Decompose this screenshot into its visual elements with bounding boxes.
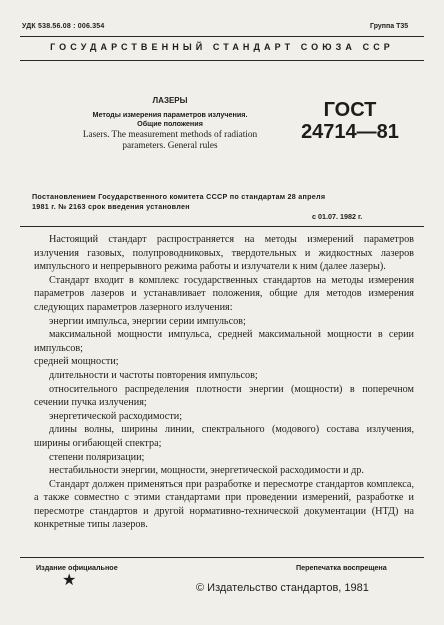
top-divider bbox=[20, 36, 424, 37]
group-code: Группа Т35 bbox=[370, 23, 409, 30]
subtitle-ru-line-1: Методы измерения параметров излучения. bbox=[92, 110, 248, 119]
copyright-notice: © Издательство стандартов, 1981 bbox=[196, 582, 369, 594]
list-item: относительного распределения плотности энергии (мощности) в поперечном сечении пучка излучения; bbox=[34, 383, 414, 409]
subtitle-ru-line-2: Общие положения bbox=[137, 119, 203, 128]
standard-banner: ГОСУДАРСТВЕННЫЙ СТАНДАРТ СОЮЗА ССР bbox=[50, 42, 394, 52]
list-item: нестабильности энергии, мощности, энергетической расходимости и др. bbox=[49, 465, 364, 477]
effective-date: с 01.07. 1982 г. bbox=[312, 212, 363, 221]
subtitle-en-line-2: parameters. General rules bbox=[122, 141, 218, 151]
list-item: степени поляризации; bbox=[49, 451, 145, 463]
paragraph-scope: Настоящий стандарт распространяется на методы измерений параметров излучения газовых, полупроводниковых, твердотельных и жидкостных лазеров импульсного и непрерывного режима работы и излучатели к ним (далее лазеры). bbox=[34, 234, 414, 273]
banner-divider bbox=[20, 60, 424, 61]
footer-divider bbox=[20, 557, 424, 558]
star-icon: ★ bbox=[62, 572, 77, 589]
reprint-prohibited-label: Перепечатка воспрещена bbox=[296, 563, 387, 572]
list-item: энергии импульса, энергии серии импульсов; bbox=[49, 315, 246, 327]
document-title: ЛАЗЕРЫ bbox=[152, 96, 188, 105]
paragraph-complex: Стандарт входит в комплекс государственных стандартов на методы измерения параметров лазеров и устанавливает положения, общие для методов измерения следующих параметров лазерного излучения: bbox=[34, 274, 414, 313]
list-item: энергетической расходимости; bbox=[49, 410, 183, 422]
resolution-line-1: Постановлением Государственного комитета СССР по стандартам 28 апреля bbox=[32, 192, 326, 201]
resolution-divider bbox=[20, 226, 424, 227]
resolution-line-2: 1981 г. № 2163 срок введения установлен bbox=[32, 202, 190, 211]
gost-designation bbox=[300, 99, 400, 143]
list-item: длительности и частоты повторения импульсов; bbox=[49, 369, 258, 381]
list-item: средней мощности; bbox=[34, 356, 119, 368]
body-text bbox=[34, 233, 414, 532]
paragraph-application: Стандарт должен применяться при разработке и пересмотре стандартов комплекса, а также совместно с этими стандартами при проведении измерений, разработке и пересмотре стандартов и другой нормативно-технической документации (НТД) на конкретные типы лазеров. bbox=[34, 478, 414, 531]
document-subtitle-en bbox=[55, 130, 285, 152]
document-subtitle-ru bbox=[60, 110, 280, 128]
gost-number: 24714—81 bbox=[301, 121, 399, 143]
official-edition-label: Издание официальное bbox=[36, 563, 118, 572]
list-item: максимальной мощности импульса, средней максимальной мощности в серии импульсов; bbox=[34, 329, 414, 354]
gost-label: ГОСТ bbox=[323, 99, 377, 121]
list-item: длины волны, ширины линии, спектрального (модового) состава излучения, ширины огибающей спектра; bbox=[34, 424, 414, 449]
subtitle-en-line-1: Lasers. The measurement methods of radiation bbox=[82, 130, 258, 140]
udk-code: УДК 538.56.08 : 006.354 bbox=[22, 23, 105, 30]
resolution-text bbox=[32, 192, 417, 212]
